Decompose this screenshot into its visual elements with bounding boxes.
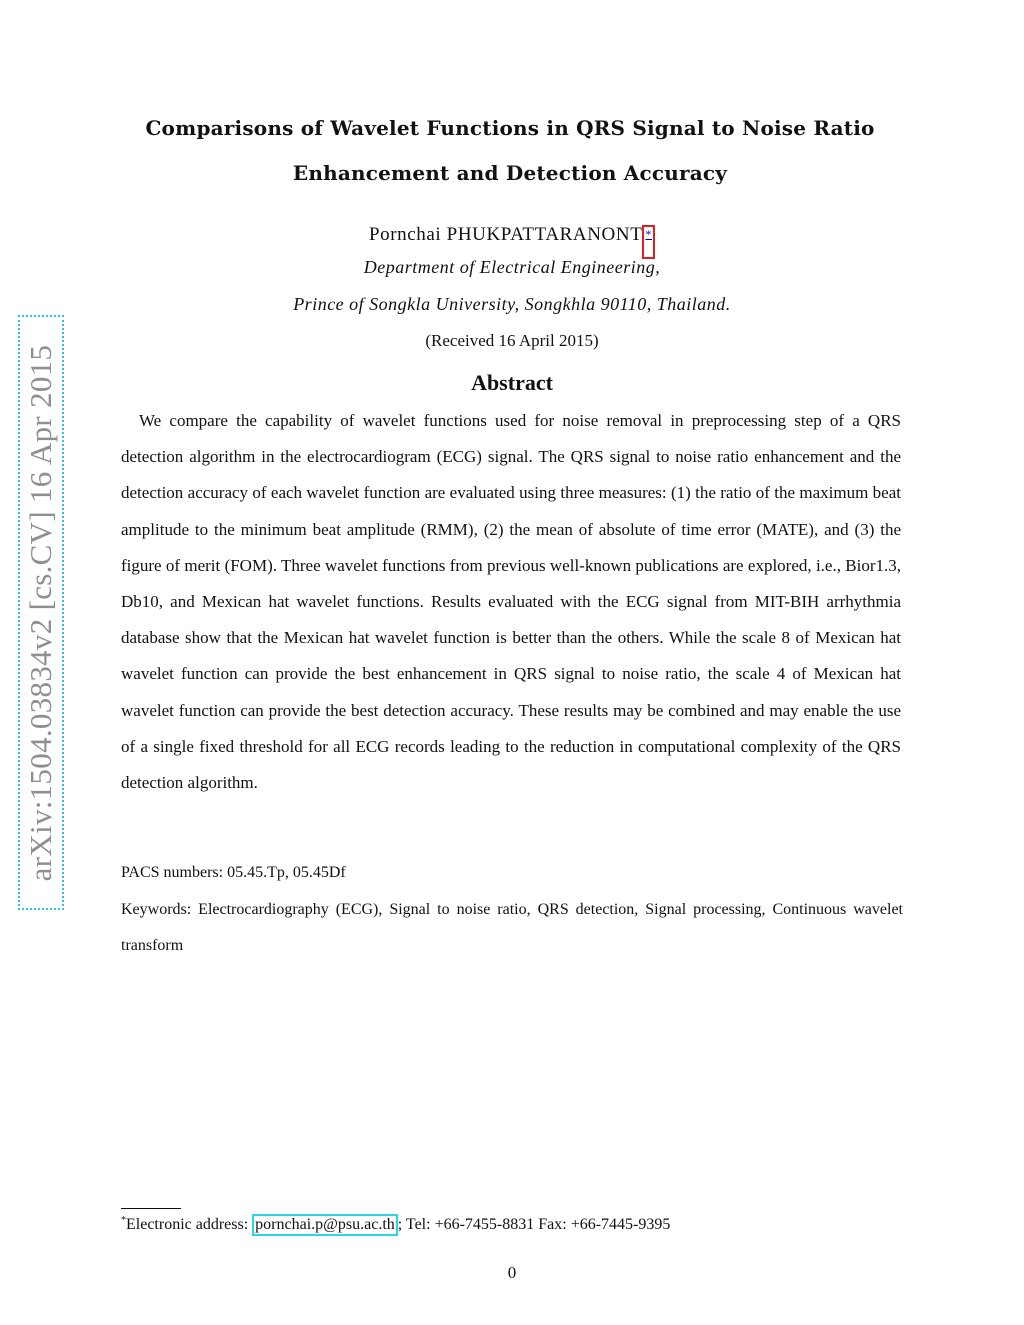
email-link[interactable]: pornchai.p@psu.ac.th	[252, 1214, 398, 1236]
author-line	[0, 219, 1024, 253]
arxiv-stamp[interactable]	[18, 315, 64, 910]
abstract-heading: Abstract	[471, 370, 553, 395]
arxiv-id-text: arXiv:1504.03834v2 [cs.CV] 16 Apr 2015	[23, 344, 58, 881]
affiliation-department: Department of Electrical Engineering,	[363, 257, 661, 277]
footnote-mark: *	[121, 1215, 126, 1226]
affiliation-university: Prince of Songkla University, Songkhla 90110, Thailand.	[293, 294, 731, 314]
footnote-contact: ; Tel: +66-7455-8831 Fax: +66-7445-9395	[397, 1216, 671, 1233]
pacs-numbers: PACS numbers: 05.45.Tp, 05.45Df	[121, 864, 346, 881]
keywords: Keywords: Electrocardiography (ECG), Signal to noise ratio, QRS detection, Signal processing, Continuous wavelet transform	[121, 901, 903, 954]
page-number: 0	[507, 1263, 517, 1282]
footnote-rule	[121, 1208, 181, 1209]
author-footnote-link[interactable]: *	[642, 225, 655, 259]
author-name: Pornchai PHUKPATTARANONT	[368, 224, 643, 245]
received-date: (Received 16 April 2015)	[425, 331, 599, 350]
paper-title-line-1: Comparisons of Wavelet Functions in QRS Signal to Noise Ratio	[145, 116, 875, 140]
paper-title-line-2: Enhancement and Detection Accuracy	[292, 161, 728, 185]
abstract-body: We compare the capability of wavelet functions used for noise removal in preprocessing step of a QRS detection algorithm in the electrocardiogram (ECG) signal. The QRS signal to noise ratio enhancement and the detection accuracy of each wavelet function are evaluated using three measures: (1) the ratio of the maximum beat amplitude to the minimum beat amplitude (RMM), (2) the mean of absolute of time error (MATE), and (3) the figure of merit (FOM). Three wavelet functions from previous well-known publications are explored, i.e., Bior1.3, Db10, and Mexican hat wavelet functions. Results evaluated with the ECG signal from MIT-BIH arrhythmia database show that the Mexican hat wavelet function is better than the others. While the scale 8 of Mexican hat wavelet function can provide the best enhancement in QRS signal to noise ratio, the scale 4 of Mexican hat wavelet function can provide the best detection accuracy. These results may be combined and may enable the use of a single fixed threshold for all ECG records leading to the reduction in computational complexity of the QRS detection algorithm.	[121, 411, 901, 793]
footnote-prefix: Electronic address:	[126, 1216, 253, 1233]
footnote	[121, 1214, 901, 1236]
